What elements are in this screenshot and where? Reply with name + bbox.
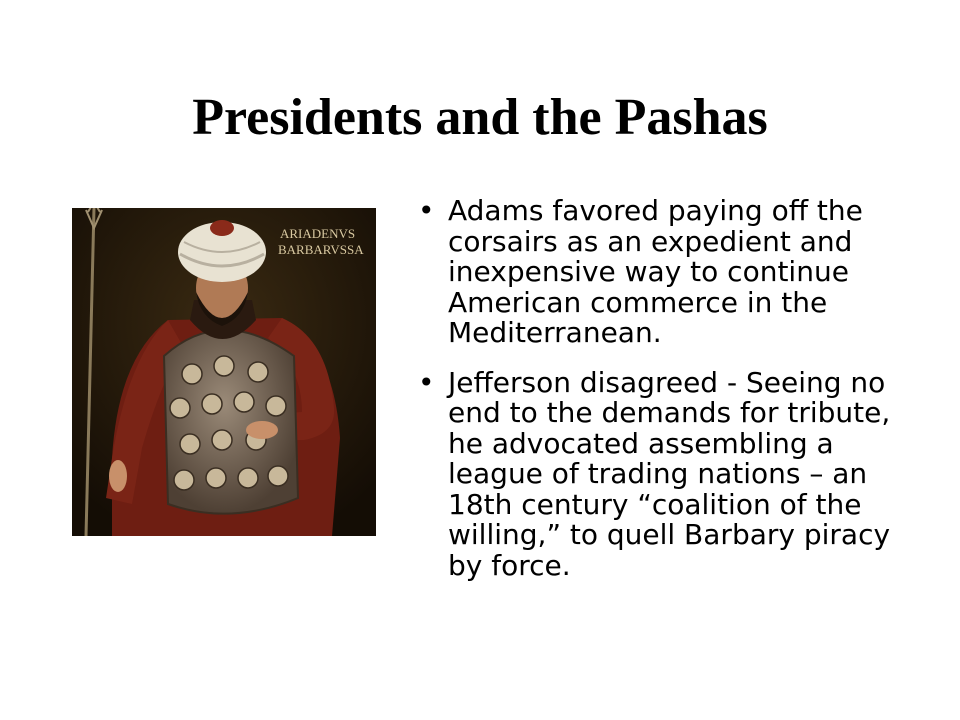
bullet-marker: • [418,194,435,227]
bullet-marker: • [418,365,435,399]
bullet-list [412,196,902,600]
bullet-text: Jefferson disagreed - Seeing no end to the demands for tribute, he advocated assembling a league of trading nations – an 18th century “coalition of the willing,” to quell Barbary piracy by force. [448,365,891,582]
bullet-item [412,196,902,349]
slide-title: Presidents and the Pashas [192,89,768,146]
portrait-inscription-line2: BARBARVSSA [278,242,364,257]
portrait-inscription-line1: ARIADENVS [280,226,356,241]
barbarossa-portrait [72,208,376,536]
bullet-item [412,365,902,582]
bullet-text: Adams favored paying off the corsairs as an expedient and inexpensive way to continue American commerce in the Mediterranean. [448,194,863,349]
